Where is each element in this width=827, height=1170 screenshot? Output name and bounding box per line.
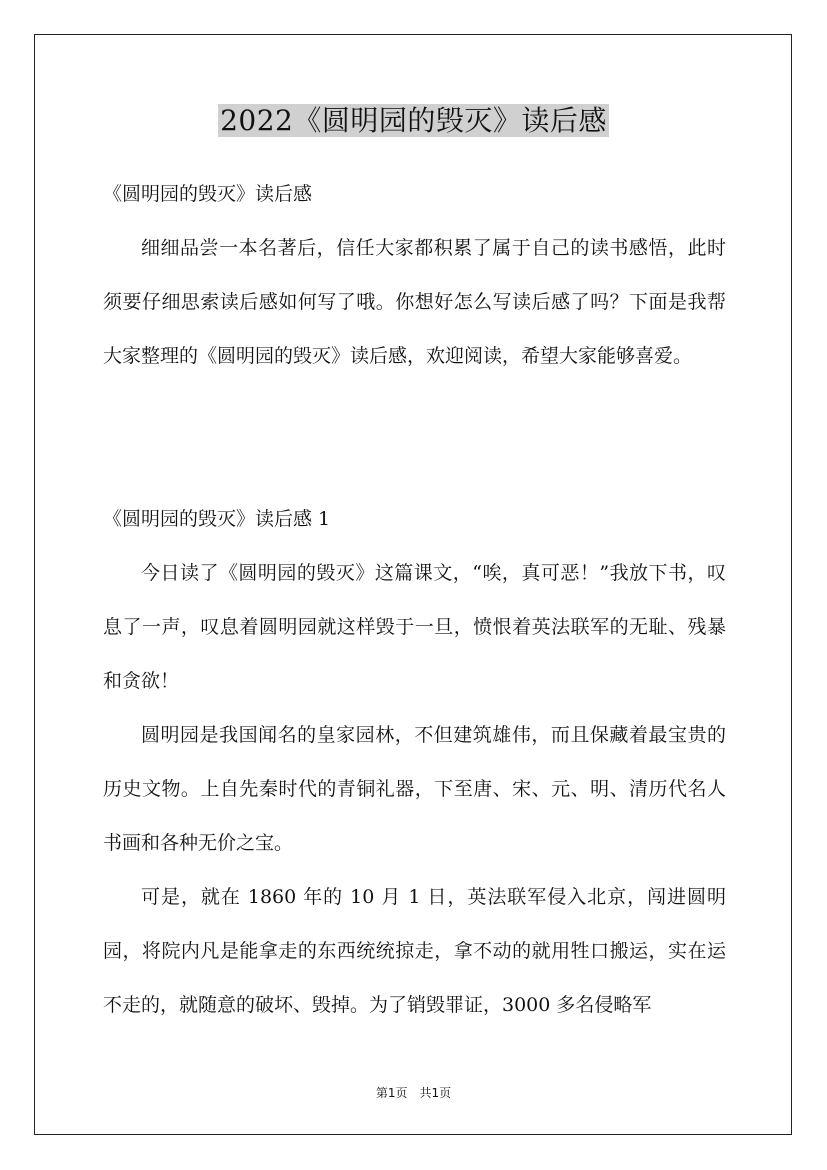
page-number: 第1页 共1页 [375,1086,452,1100]
body-paragraph: 可是，就在 1860 年的 10 月 1 日，英法联军侵入北京，闯进圆明园，将院内凡是能拿走的东西统统掠走，拿不动的就用牲口搬运，实在运不走的，就随意的破坏、毁掉。为了销毁罪证，3000 多名侵略军 [103,886,726,1016]
body-paragraph: 圆明园是我国闻名的皇家园林，不但建筑雄伟，而且保藏着最宝贵的历史文物。上自先秦时代的青铜礼器，下至唐、宋、元、明、清历代名人书画和各种无价之宝。 [103,724,726,854]
body-paragraph: 今日读了《圆明园的毁灭》这篇课文，“唉，真可恶！”我放下书，叹息了一声，叹息着圆明园就这样毁于一旦，愤恨着英法联军的无耻、残暴和贪欲！ [103,562,726,692]
intro-paragraph: 细细品尝一本名著后，信任大家都积累了属于自己的读书感悟，此时须要仔细思索读后感如何写了哦。你想好怎么写读后感了吗？下面是我帮大家整理的《圆明园的毁灭》读后感，欢迎阅读，希望大家能够喜爱。 [103,237,726,367]
document-title-container [0,100,827,142]
section-1 [103,492,726,1032]
section-heading: 《圆明园的毁灭》读后感 1 [103,508,331,530]
intro-heading: 《圆明园的毁灭》读后感 [103,183,313,205]
intro-section [103,167,726,383]
document-title: 2022《圆明园的毁灭》读后感 [220,104,607,137]
page-footer [0,1084,827,1101]
